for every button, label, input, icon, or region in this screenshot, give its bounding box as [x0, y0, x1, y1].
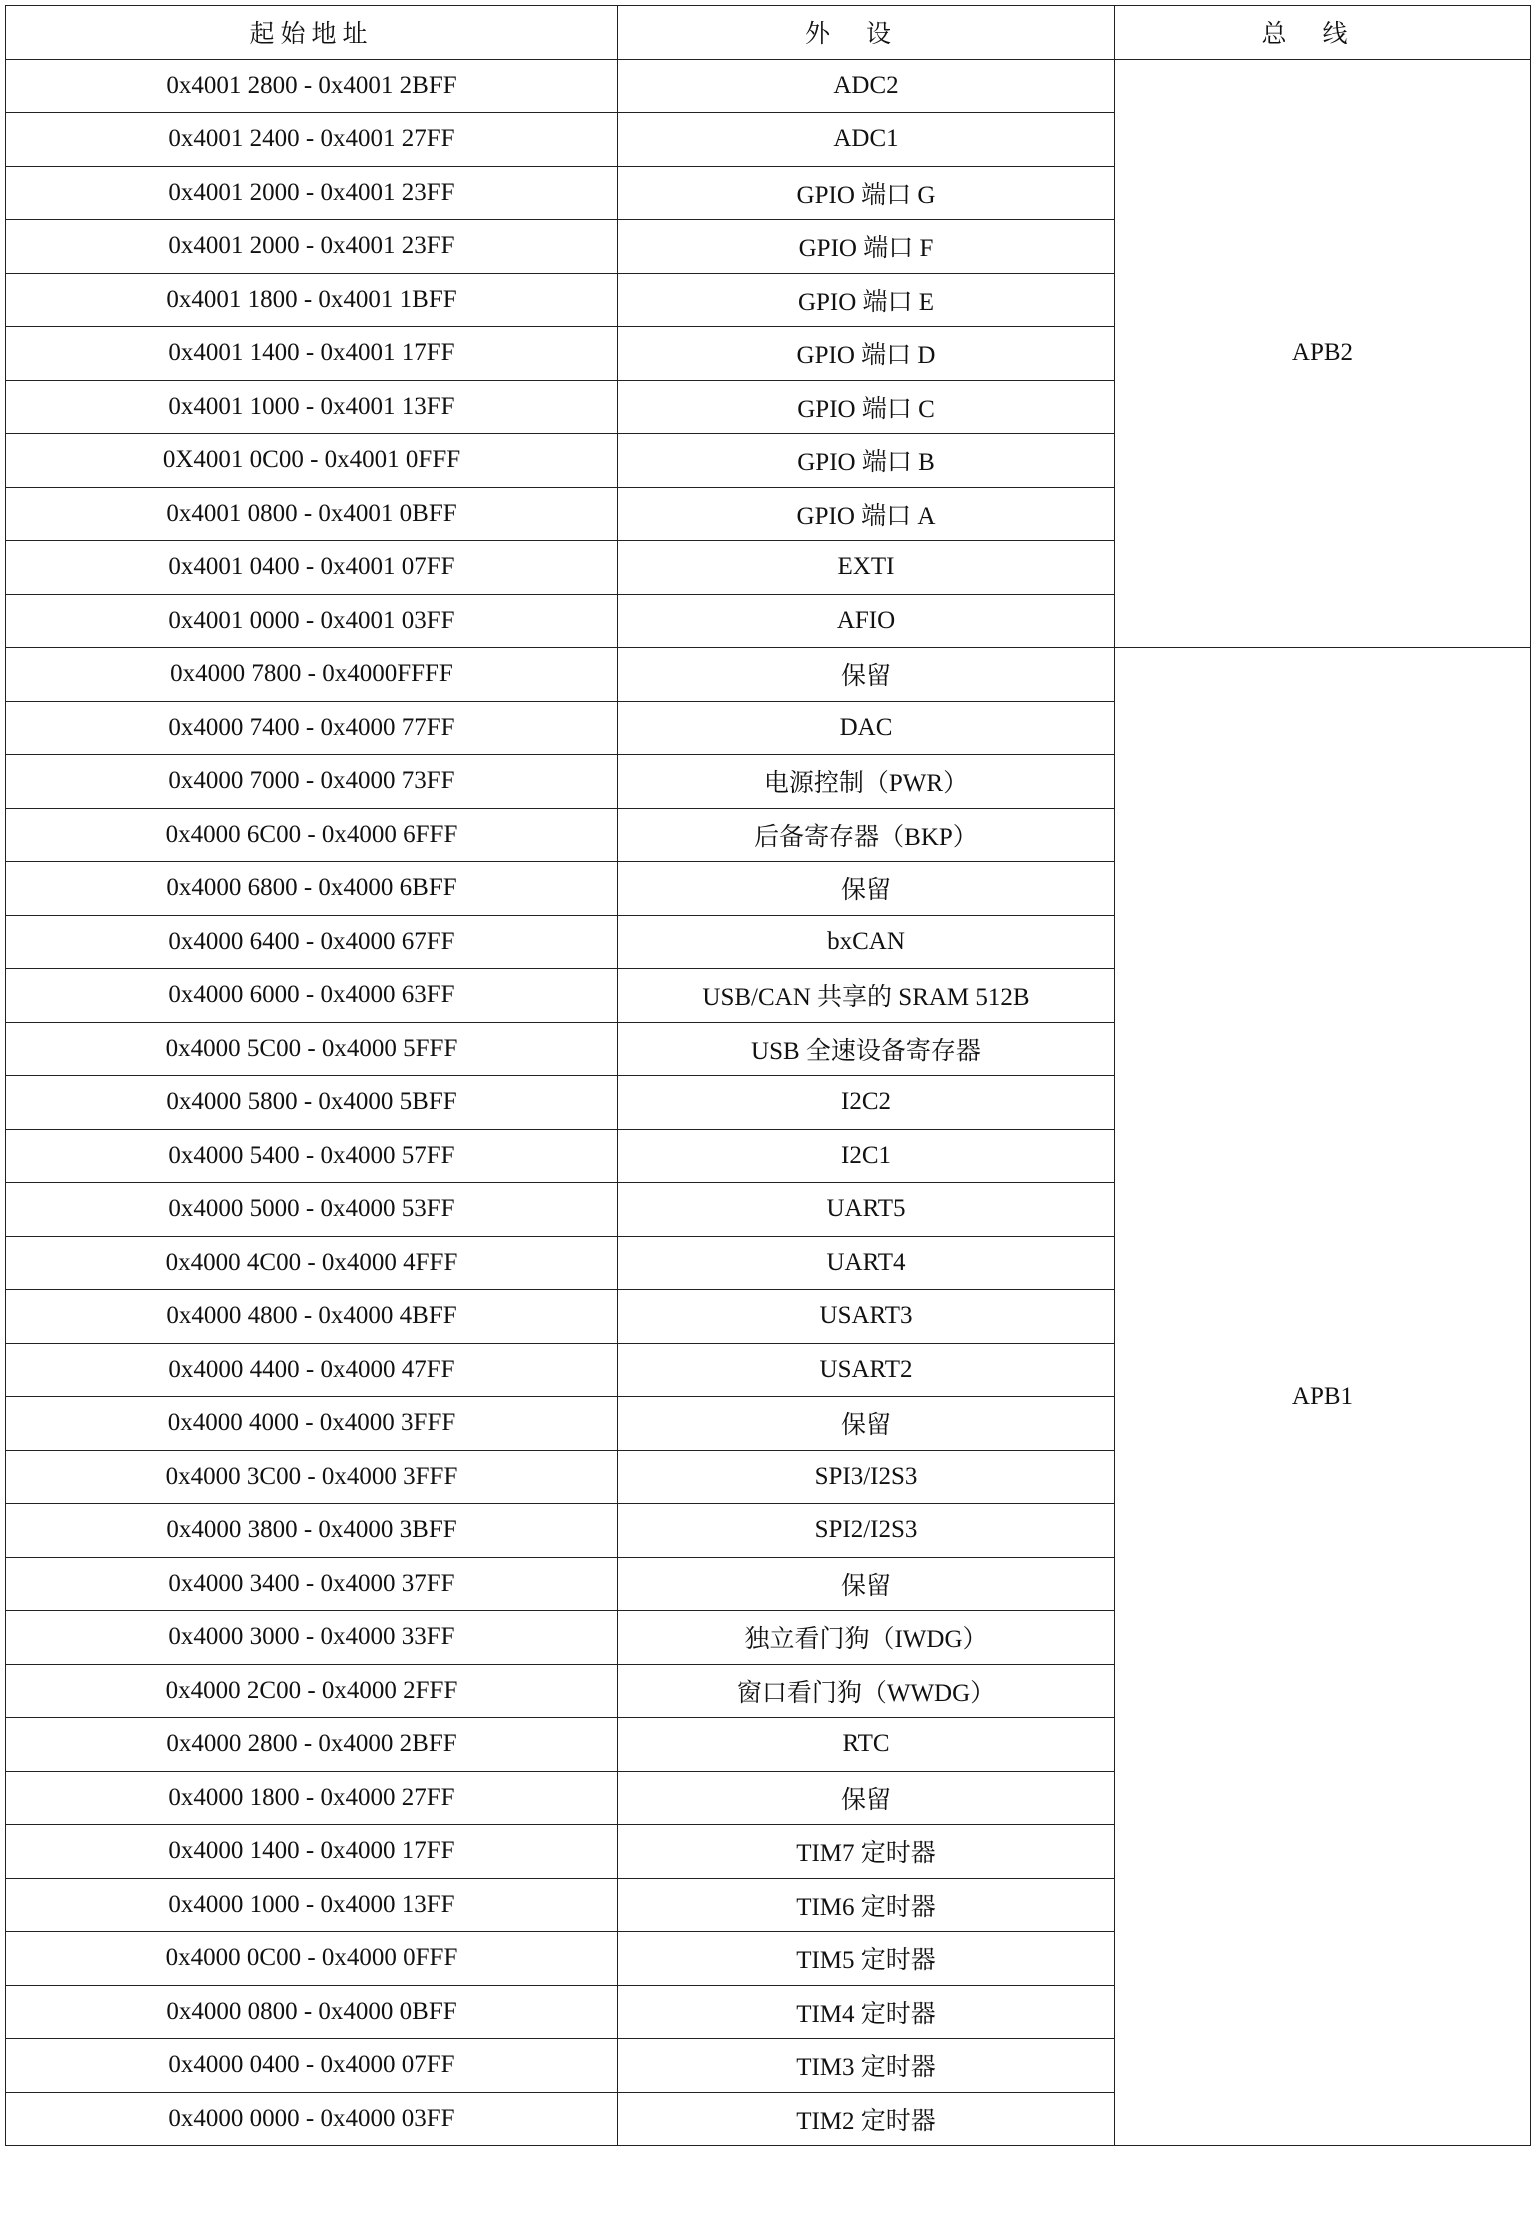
peripheral-cell: GPIO 端口 E	[618, 273, 1115, 327]
peripheral-cell: TIM7 定时器	[618, 1825, 1115, 1879]
address-range-cell: 0x4000 2C00 - 0x4000 2FFF	[6, 1664, 618, 1718]
address-range-cell: 0x4000 6800 - 0x4000 6BFF	[6, 862, 618, 916]
peripheral-cell: GPIO 端口 B	[618, 434, 1115, 488]
address-range-cell: 0x4001 1800 - 0x4001 1BFF	[6, 273, 618, 327]
address-range-cell: 0x4000 4800 - 0x4000 4BFF	[6, 1290, 618, 1344]
address-range-cell: 0x4000 3400 - 0x4000 37FF	[6, 1557, 618, 1611]
address-range-cell: 0x4000 0C00 - 0x4000 0FFF	[6, 1932, 618, 1986]
peripheral-cell: GPIO 端口 G	[618, 166, 1115, 220]
address-range-cell: 0x4000 7400 - 0x4000 77FF	[6, 701, 618, 755]
address-range-cell: 0x4001 2000 - 0x4001 23FF	[6, 166, 618, 220]
peripheral-cell: 保留	[618, 1397, 1115, 1451]
peripheral-cell: TIM5 定时器	[618, 1932, 1115, 1986]
table-row	[6, 59, 1531, 113]
address-range-cell: 0x4000 2800 - 0x4000 2BFF	[6, 1718, 618, 1772]
address-range-cell: 0x4000 0000 - 0x4000 03FF	[6, 2092, 618, 2146]
address-range-cell: 0x4001 1000 - 0x4001 13FF	[6, 380, 618, 434]
address-range-cell: 0x4000 4C00 - 0x4000 4FFF	[6, 1236, 618, 1290]
peripheral-cell: 窗口看门狗（WWDG）	[618, 1664, 1115, 1718]
header-peripheral: 外设	[618, 6, 1115, 60]
memory-map-table	[5, 5, 1531, 2146]
peripheral-cell: DAC	[618, 701, 1115, 755]
peripheral-cell: AFIO	[618, 594, 1115, 648]
address-range-cell: 0x4000 3800 - 0x4000 3BFF	[6, 1504, 618, 1558]
address-range-cell: 0x4001 2000 - 0x4001 23FF	[6, 220, 618, 274]
address-range-cell: 0x4001 2400 - 0x4001 27FF	[6, 113, 618, 167]
peripheral-cell: I2C2	[618, 1076, 1115, 1130]
address-range-cell: 0x4000 1000 - 0x4000 13FF	[6, 1878, 618, 1932]
peripheral-cell: UART4	[618, 1236, 1115, 1290]
peripheral-cell: 电源控制（PWR）	[618, 755, 1115, 809]
peripheral-cell: 后备寄存器（BKP）	[618, 808, 1115, 862]
peripheral-cell: TIM4 定时器	[618, 1985, 1115, 2039]
peripheral-cell: bxCAN	[618, 915, 1115, 969]
peripheral-cell: TIM6 定时器	[618, 1878, 1115, 1932]
peripheral-cell: GPIO 端口 C	[618, 380, 1115, 434]
address-range-cell: 0x4000 7800 - 0x4000FFFF	[6, 648, 618, 702]
address-range-cell: 0x4000 5400 - 0x4000 57FF	[6, 1129, 618, 1183]
peripheral-cell: SPI3/I2S3	[618, 1450, 1115, 1504]
peripheral-cell: 独立看门狗（IWDG）	[618, 1611, 1115, 1665]
address-range-cell: 0X4001 0C00 - 0x4001 0FFF	[6, 434, 618, 488]
header-start-address: 起始地址	[6, 6, 618, 60]
header-bus: 总线	[1115, 6, 1531, 60]
table-body	[6, 59, 1531, 2146]
address-range-cell: 0x4000 4400 - 0x4000 47FF	[6, 1343, 618, 1397]
bus-cell-apb2: APB2	[1115, 59, 1531, 648]
peripheral-cell: 保留	[618, 1771, 1115, 1825]
table-row	[6, 648, 1531, 702]
address-range-cell: 0x4000 6400 - 0x4000 67FF	[6, 915, 618, 969]
address-range-cell: 0x4000 5800 - 0x4000 5BFF	[6, 1076, 618, 1130]
address-range-cell: 0x4000 4000 - 0x4000 3FFF	[6, 1397, 618, 1451]
address-range-cell: 0x4001 0800 - 0x4001 0BFF	[6, 487, 618, 541]
peripheral-cell: GPIO 端口 D	[618, 327, 1115, 381]
peripheral-cell: RTC	[618, 1718, 1115, 1772]
address-range-cell: 0x4000 0400 - 0x4000 07FF	[6, 2039, 618, 2093]
address-range-cell: 0x4000 6000 - 0x4000 63FF	[6, 969, 618, 1023]
address-range-cell: 0x4000 3000 - 0x4000 33FF	[6, 1611, 618, 1665]
address-range-cell: 0x4001 2800 - 0x4001 2BFF	[6, 59, 618, 113]
address-range-cell: 0x4001 1400 - 0x4001 17FF	[6, 327, 618, 381]
peripheral-cell: EXTI	[618, 541, 1115, 595]
address-range-cell: 0x4000 3C00 - 0x4000 3FFF	[6, 1450, 618, 1504]
address-range-cell: 0x4000 0800 - 0x4000 0BFF	[6, 1985, 618, 2039]
address-range-cell: 0x4000 5000 - 0x4000 53FF	[6, 1183, 618, 1237]
address-range-cell: 0x4000 1800 - 0x4000 27FF	[6, 1771, 618, 1825]
address-range-cell: 0x4000 1400 - 0x4000 17FF	[6, 1825, 618, 1879]
peripheral-cell: ADC2	[618, 59, 1115, 113]
address-range-cell: 0x4000 5C00 - 0x4000 5FFF	[6, 1022, 618, 1076]
peripheral-cell: USB/CAN 共享的 SRAM 512B	[618, 969, 1115, 1023]
peripheral-cell: UART5	[618, 1183, 1115, 1237]
peripheral-cell: GPIO 端口 A	[618, 487, 1115, 541]
address-range-cell: 0x4001 0000 - 0x4001 03FF	[6, 594, 618, 648]
peripheral-cell: 保留	[618, 648, 1115, 702]
address-range-cell: 0x4001 0400 - 0x4001 07FF	[6, 541, 618, 595]
peripheral-cell: GPIO 端口 F	[618, 220, 1115, 274]
peripheral-cell: USB 全速设备寄存器	[618, 1022, 1115, 1076]
bus-cell-apb1: APB1	[1115, 648, 1531, 2146]
peripheral-cell: USART3	[618, 1290, 1115, 1344]
peripheral-cell: ADC1	[618, 113, 1115, 167]
header-row	[6, 6, 1531, 60]
peripheral-cell: SPI2/I2S3	[618, 1504, 1115, 1558]
peripheral-cell: USART2	[618, 1343, 1115, 1397]
peripheral-cell: 保留	[618, 862, 1115, 916]
address-range-cell: 0x4000 6C00 - 0x4000 6FFF	[6, 808, 618, 862]
address-range-cell: 0x4000 7000 - 0x4000 73FF	[6, 755, 618, 809]
peripheral-cell: 保留	[618, 1557, 1115, 1611]
peripheral-cell: I2C1	[618, 1129, 1115, 1183]
peripheral-cell: TIM2 定时器	[618, 2092, 1115, 2146]
peripheral-cell: TIM3 定时器	[618, 2039, 1115, 2093]
